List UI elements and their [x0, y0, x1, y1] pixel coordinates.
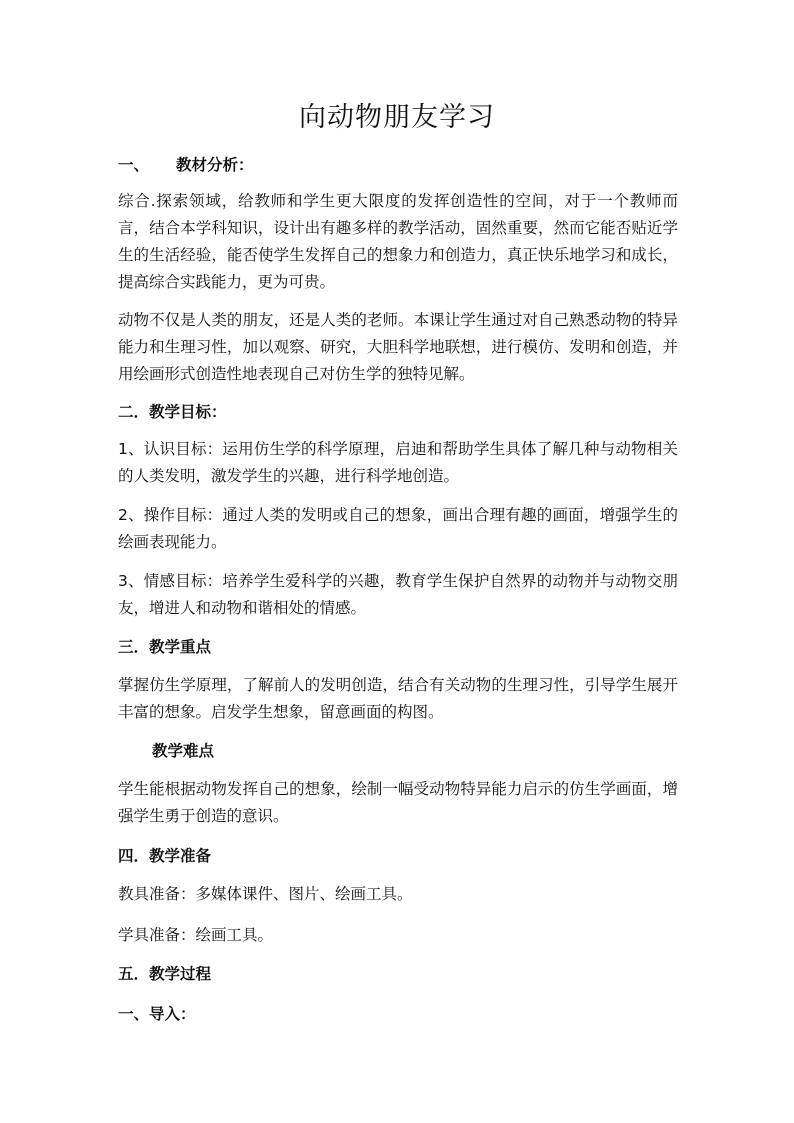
section-heading-key-points: 三．教学重点 [118, 638, 212, 656]
section-number: 一、 [118, 156, 150, 174]
section-heading-difficulties: 教学难点 [152, 742, 215, 760]
paragraph-difficulties: 学生能根据动物发挥自己的想象，绘制一幅受动物特异能力启示的仿生学画面，增强学生勇于创造的意识。 [118, 780, 678, 825]
goal-item-operational: 2、操作目标：通过人类的发明或自己的想象，画出合理有趣的画面，增强学生的绘画表现能力。 [118, 506, 678, 551]
subsection-heading-introduction: 一、导入： [118, 1005, 196, 1023]
goal-item-emotional: 3、情感目标：培养学生爱科学的兴趣，教育学生保护自然界的动物并与动物交朋友，增进人和动物和谐相处的情感。 [118, 572, 678, 617]
section-heading-preparation: 四．教学准备 [118, 847, 212, 865]
document-title: 向动物朋友学习 [299, 102, 495, 133]
paragraph-analysis-2: 动物不仅是人类的朋友，还是人类的老师。本课让学生通过对自己熟悉动物的特异能力和生理习性，加以观察、研究，大胆科学地联想，进行模仿、发明和创造，并用绘画形式创造性地表现自己对仿生学的独特见解。 [118, 311, 678, 383]
preparation-teaching-aids: 教具准备：多媒体课件、图片、绘画工具。 [118, 885, 413, 903]
section-heading-process: 五．教学过程 [118, 965, 212, 983]
preparation-student-tools: 学具准备：绘画工具。 [118, 926, 274, 944]
paragraph-key-points: 掌握仿生学原理，了解前人的发明创造，结合有关动物的生理习性，引导学生展开丰富的想象。启发学生想象，留意画面的构图。 [118, 676, 678, 721]
section-heading-teaching-goals: 二．教学目标： [118, 403, 227, 421]
paragraph-analysis-1: 综合.探索领域，给教师和学生更大限度的发挥创造性的空间，对于一个教师而言，结合本学科知识，设计出有趣多样的教学活动，固然重要，然而它能否贴近学生的生活经验，能否使学生发挥自己的想象力和创造力，真正快乐地学习和成长，提高综合实践能力，更为可贵。 [118, 192, 678, 291]
section-heading-textbook-analysis [118, 154, 254, 176]
section-label: 教材分析： [176, 156, 254, 174]
goal-item-cognitive: 1、认识目标：运用仿生学的科学原理，启迪和帮助学生具体了解几种与动物相关的人类发明，激发学生的兴趣，进行科学地创造。 [118, 440, 678, 485]
